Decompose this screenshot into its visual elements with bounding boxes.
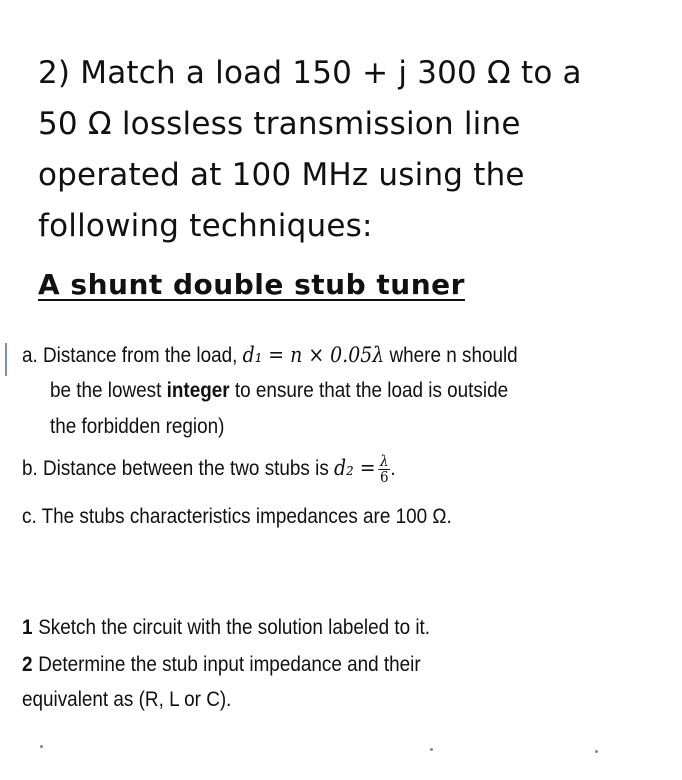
item-c: c. The stubs characteristics impedances are 100 Ω.	[22, 505, 452, 528]
scan-speck	[595, 750, 598, 753]
item-a-rest: where n should	[389, 344, 518, 367]
item-b-formula: d₂ =	[334, 456, 376, 481]
task-1-text: Sketch the circuit with the solution labeled to it.	[38, 616, 431, 639]
item-a-formula: d₁ = n × 0.05λ	[242, 343, 385, 367]
intro-line-1: 2) Match a load 150 + j 300 Ω to a	[38, 55, 582, 91]
section-heading: A shunt double stub tuner	[38, 268, 465, 301]
item-a-line2-post: to ensure that the load is outside	[234, 379, 509, 402]
task-2-line-1: Determine the stub input impedance and their	[38, 653, 421, 676]
task-1	[22, 616, 430, 640]
item-b	[22, 454, 396, 485]
task-2-line-2: equivalent as (R, L or C).	[22, 688, 232, 711]
item-b-frac-num: λ	[380, 452, 389, 470]
scan-speck	[40, 745, 43, 748]
item-a-line-2	[50, 379, 508, 403]
problem-intro	[38, 48, 638, 252]
text-cursor-bar	[5, 343, 7, 376]
item-a-line2-bold: integer	[166, 379, 230, 402]
item-b-suffix: .	[390, 457, 396, 481]
intro-line-3: operated at 100 MHz using the	[38, 157, 525, 193]
item-b-frac-den: 6	[380, 468, 389, 486]
task-2	[22, 653, 421, 677]
intro-line-2: 50 Ω lossless transmission line	[38, 106, 521, 142]
item-b-fraction	[378, 454, 390, 485]
task-1-bullet: 1	[22, 616, 33, 639]
task-2-bullet: 2	[22, 653, 33, 676]
intro-line-4: following techniques:	[38, 208, 373, 244]
item-a-line-1	[22, 343, 518, 368]
scan-speck	[430, 748, 433, 751]
item-a-line-3: the forbidden region)	[50, 415, 225, 438]
item-a-prefix: a. Distance from the load,	[22, 344, 238, 367]
item-b-prefix: b. Distance between the two stubs is	[22, 457, 329, 481]
item-a-line2-pre: be the lowest	[50, 379, 162, 402]
